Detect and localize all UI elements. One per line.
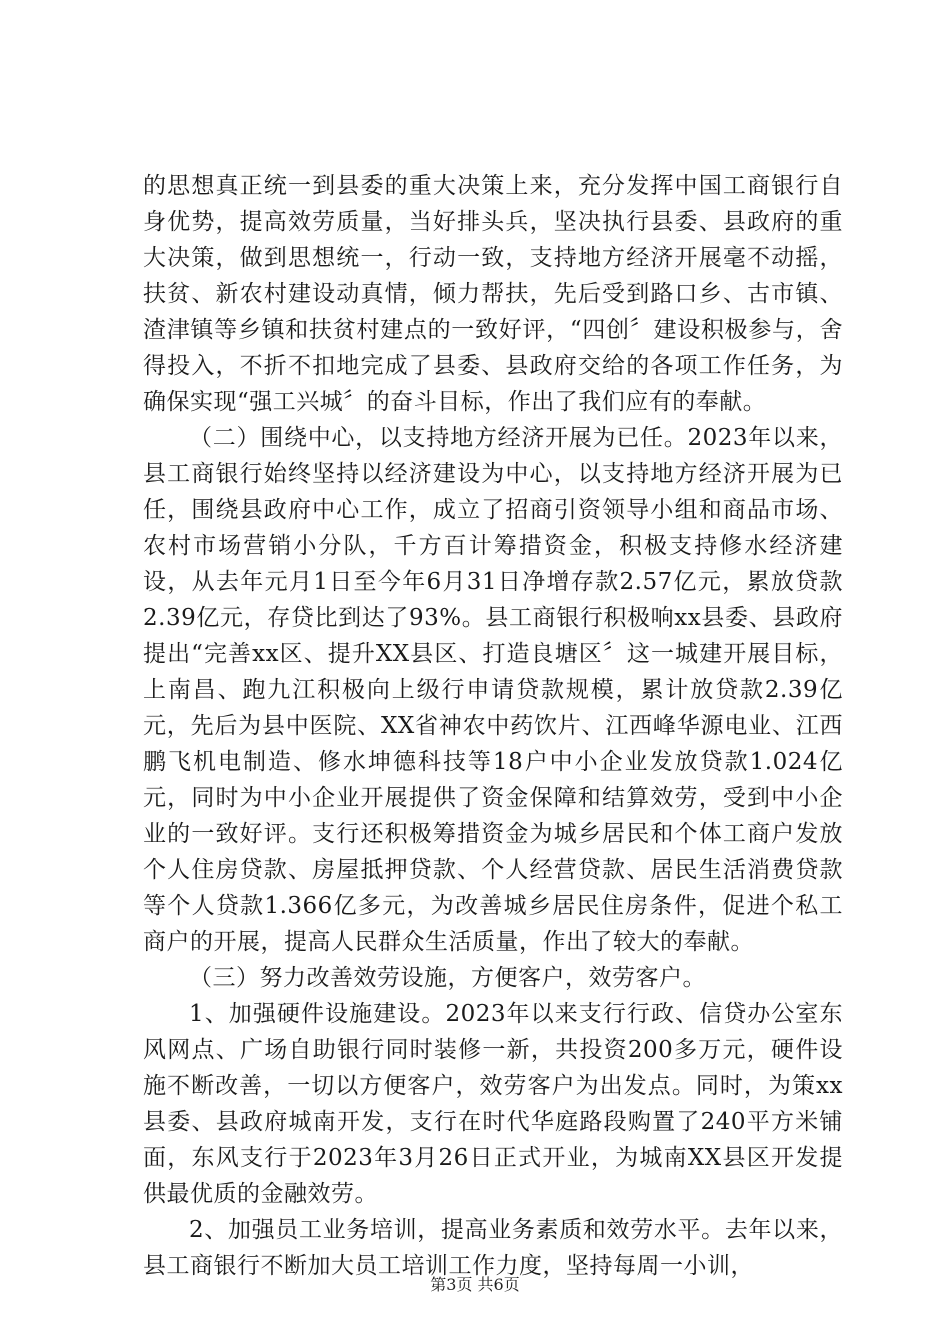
paragraph-2: （二）围绕中心，以支持地方经济开展为已任。2023年以来，县工商银行始终坚持以经济建设为中心，以支持地方经济开展为已任，围绕县政府中心工作，成立了招商引资领导小组和商品市场、农村市场营销小分队，千方百计筹措资金，积极支持修水经济建设，从去年元月1日至今年6月31日净增存款2.57亿元，累放贷款2.39亿元，存贷比到达了93%。县工商银行积极响xx县委、县政府提出“完善xx区、提升XX县区、打造良塘区〞这一城建开展目标，上南昌、跑九江积极向上级行申请贷款规模，累计放贷款2.39亿元，先后为县中医院、XX省神农中药饮片、江西峰华源电业、江西鹏飞机电制造、修水坤德科技等18户中小企业发放贷款1.024亿元，同时为中小企业开展提供了资金保障和结算效劳，受到中小企业的一致好评。支行还积极筹措资金为城乡居民和个体工商户发放个人住房贷款、房屋抵押贷款、个人经营贷款、居民生活消费贷款等个人贷款1.366亿多元，为改善城乡居民住房条件，促进个私工商户的开展，提高人民群众生活质量，作出了较大的奉献。 — [143, 425, 843, 955]
paragraph-4: 1、加强硬件设施建设。2023年以来支行行政、信贷办公室东风网点、广场自助银行同时装修一新，共投资200多万元，硬件设施不断改善，一切以方便客户，效劳客户为出发点。同时，为策xx县委、县政府城南开发，支行在时代华庭路段购置了240平方米铺面，东风支行于2023年3月26日正式开业，为城南XX县区开发提供最优质的金融效劳。 — [143, 1001, 843, 1207]
document-body — [143, 168, 843, 1284]
page-footer: 第3页 共6页 — [430, 1275, 520, 1294]
paragraph-5: 2、加强员工业务培训，提高业务素质和效劳水平。去年以来，县工商银行不断加大员工培训工作力度，坚持每周一小训， — [143, 1217, 843, 1279]
paragraph-1: 的思想真正统一到县委的重大决策上来，充分发挥中国工商银行自身优势，提高效劳质量，当好排头兵，坚决执行县委、县政府的重大决策，做到思想统一，行动一致，支持地方经济开展毫不动摇，扶贫、新农村建设动真情，倾力帮扶，先后受到路口乡、古市镇、渣津镇等乡镇和扶贫村建点的一致好评，“四创〞建设积极参与，舍得投入，不折不扣地完成了县委、县政府交给的各项工作任务，为确保实现“强工兴城〞的奋斗目标，作出了我们应有的奉献。 — [143, 173, 843, 415]
paragraph-3: （三）努力改善效劳设施，方便客户，效劳客户。 — [189, 965, 706, 991]
